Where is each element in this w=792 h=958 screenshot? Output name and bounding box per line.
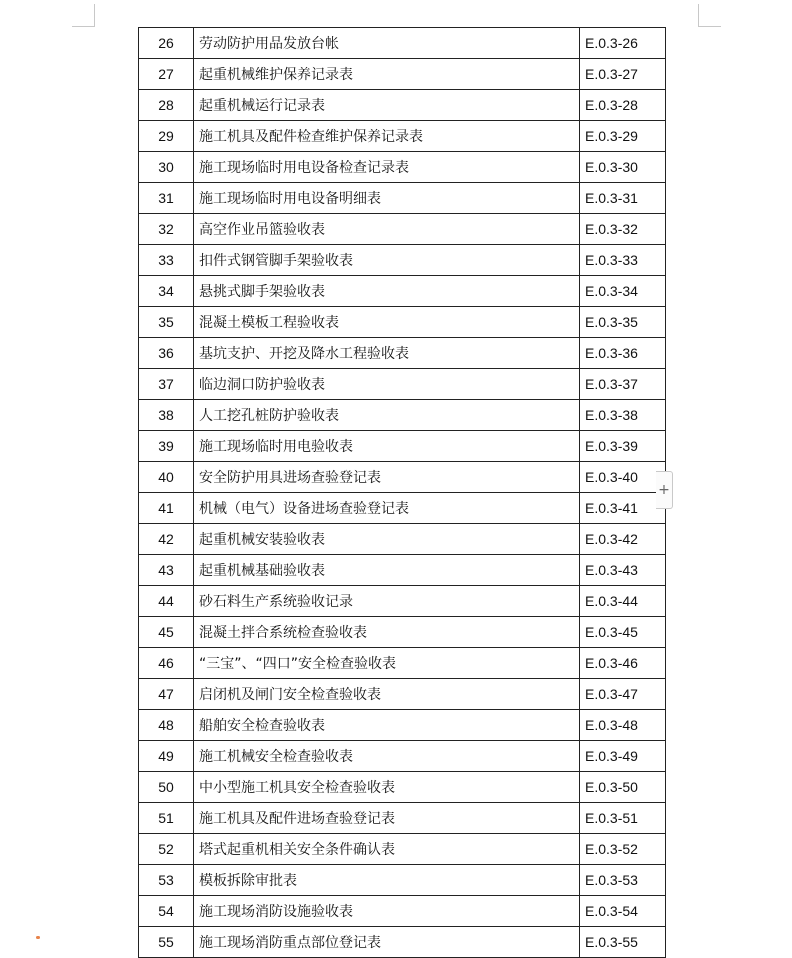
table-row — [139, 710, 666, 741]
plus-icon: + — [658, 482, 670, 498]
form-code-cell: E.0.3-51 — [580, 803, 666, 834]
table-body — [139, 28, 666, 958]
form-code-cell: E.0.3-48 — [580, 710, 666, 741]
form-code-cell: E.0.3-34 — [580, 276, 666, 307]
page-corner-mark-right — [698, 4, 721, 27]
form-name-cell: 施工现场消防重点部位登记表 — [194, 927, 580, 958]
form-name-cell: 启闭机及闸门安全检查验收表 — [194, 679, 580, 710]
form-code-cell: E.0.3-33 — [580, 245, 666, 276]
page-corner-mark-left — [72, 4, 95, 27]
form-code-cell: E.0.3-31 — [580, 183, 666, 214]
form-name-cell: 安全防护用具进场查验登记表 — [194, 462, 580, 493]
form-name-cell: 高空作业吊篮验收表 — [194, 214, 580, 245]
form-name-cell: 施工现场临时用电设备明细表 — [194, 183, 580, 214]
form-name-cell: 模板拆除审批表 — [194, 865, 580, 896]
form-code-cell: E.0.3-29 — [580, 121, 666, 152]
row-number-cell: 44 — [139, 586, 194, 617]
row-number-cell: 41 — [139, 493, 194, 524]
form-code-cell: E.0.3-42 — [580, 524, 666, 555]
row-number-cell: 37 — [139, 369, 194, 400]
row-number-cell: 33 — [139, 245, 194, 276]
form-code-cell: E.0.3-54 — [580, 896, 666, 927]
form-code-cell: E.0.3-43 — [580, 555, 666, 586]
table-row — [139, 586, 666, 617]
form-code-cell: E.0.3-50 — [580, 772, 666, 803]
row-number-cell: 29 — [139, 121, 194, 152]
form-code-cell: E.0.3-32 — [580, 214, 666, 245]
table-row — [139, 214, 666, 245]
table-row — [139, 772, 666, 803]
form-name-cell: 施工现场临时用电设备检查记录表 — [194, 152, 580, 183]
table-row — [139, 307, 666, 338]
form-name-cell: 起重机械安装验收表 — [194, 524, 580, 555]
form-name-cell: 基坑支护、开挖及降水工程验收表 — [194, 338, 580, 369]
table-row — [139, 679, 666, 710]
row-number-cell: 31 — [139, 183, 194, 214]
form-name-cell: 人工挖孔桩防护验收表 — [194, 400, 580, 431]
form-name-cell: 中小型施工机具安全检查验收表 — [194, 772, 580, 803]
row-number-cell: 27 — [139, 59, 194, 90]
row-number-cell: 32 — [139, 214, 194, 245]
form-index-table — [138, 27, 666, 958]
row-number-cell: 54 — [139, 896, 194, 927]
row-number-cell: 28 — [139, 90, 194, 121]
row-number-cell: 45 — [139, 617, 194, 648]
row-number-cell: 40 — [139, 462, 194, 493]
row-number-cell: 48 — [139, 710, 194, 741]
row-number-cell: 30 — [139, 152, 194, 183]
table-row — [139, 648, 666, 679]
table-row — [139, 927, 666, 958]
table-row — [139, 152, 666, 183]
form-code-cell: E.0.3-52 — [580, 834, 666, 865]
form-code-cell: E.0.3-27 — [580, 59, 666, 90]
form-code-cell: E.0.3-37 — [580, 369, 666, 400]
row-number-cell: 36 — [139, 338, 194, 369]
form-name-cell: 临边洞口防护验收表 — [194, 369, 580, 400]
form-name-cell: 混凝土模板工程验收表 — [194, 307, 580, 338]
row-number-cell: 39 — [139, 431, 194, 462]
row-number-cell: 51 — [139, 803, 194, 834]
table-row — [139, 834, 666, 865]
row-number-cell: 49 — [139, 741, 194, 772]
row-number-cell: 55 — [139, 927, 194, 958]
form-code-cell: E.0.3-40 — [580, 462, 666, 493]
table-row — [139, 121, 666, 152]
page-marker-dot — [36, 936, 40, 939]
document-table-container — [138, 27, 654, 951]
form-name-cell: 混凝土拌合系统检查验收表 — [194, 617, 580, 648]
form-name-cell: 施工机械安全检查验收表 — [194, 741, 580, 772]
table-row — [139, 59, 666, 90]
form-code-cell: E.0.3-38 — [580, 400, 666, 431]
row-number-cell: 42 — [139, 524, 194, 555]
form-code-cell: E.0.3-35 — [580, 307, 666, 338]
table-row — [139, 462, 666, 493]
form-name-cell: 扣件式钢管脚手架验收表 — [194, 245, 580, 276]
table-row — [139, 245, 666, 276]
row-number-cell: 35 — [139, 307, 194, 338]
add-row-button[interactable] — [656, 471, 673, 509]
table-row — [139, 555, 666, 586]
form-code-cell: E.0.3-47 — [580, 679, 666, 710]
form-code-cell: E.0.3-49 — [580, 741, 666, 772]
row-number-cell: 52 — [139, 834, 194, 865]
form-code-cell: E.0.3-36 — [580, 338, 666, 369]
form-code-cell: E.0.3-55 — [580, 927, 666, 958]
form-code-cell: E.0.3-46 — [580, 648, 666, 679]
row-number-cell: 53 — [139, 865, 194, 896]
table-row — [139, 431, 666, 462]
form-name-cell: 起重机械基础验收表 — [194, 555, 580, 586]
row-number-cell: 46 — [139, 648, 194, 679]
form-name-cell: 施工机具及配件进场查验登记表 — [194, 803, 580, 834]
form-code-cell: E.0.3-26 — [580, 28, 666, 59]
table-row — [139, 369, 666, 400]
row-number-cell: 38 — [139, 400, 194, 431]
table-row — [139, 276, 666, 307]
form-code-cell: E.0.3-39 — [580, 431, 666, 462]
form-name-cell: 悬挑式脚手架验收表 — [194, 276, 580, 307]
form-code-cell: E.0.3-45 — [580, 617, 666, 648]
form-name-cell: 塔式起重机相关安全条件确认表 — [194, 834, 580, 865]
form-name-cell: 砂石料生产系统验收记录 — [194, 586, 580, 617]
table-row — [139, 338, 666, 369]
table-row — [139, 28, 666, 59]
form-code-cell: E.0.3-44 — [580, 586, 666, 617]
table-row — [139, 524, 666, 555]
table-row — [139, 183, 666, 214]
table-row — [139, 493, 666, 524]
table-row — [139, 803, 666, 834]
form-name-cell: 施工现场临时用电验收表 — [194, 431, 580, 462]
row-number-cell: 26 — [139, 28, 194, 59]
table-row — [139, 400, 666, 431]
table-row — [139, 865, 666, 896]
table-row — [139, 896, 666, 927]
table-row — [139, 90, 666, 121]
row-number-cell: 50 — [139, 772, 194, 803]
form-name-cell: 施工现场消防设施验收表 — [194, 896, 580, 927]
form-name-cell: 起重机械运行记录表 — [194, 90, 580, 121]
table-row — [139, 741, 666, 772]
row-number-cell: 43 — [139, 555, 194, 586]
form-code-cell: E.0.3-41 — [580, 493, 666, 524]
form-code-cell: E.0.3-28 — [580, 90, 666, 121]
form-name-cell: 劳动防护用品发放台帐 — [194, 28, 580, 59]
form-name-cell: 船舶安全检查验收表 — [194, 710, 580, 741]
row-number-cell: 34 — [139, 276, 194, 307]
form-name-cell: 机械（电气）设备进场查验登记表 — [194, 493, 580, 524]
form-name-cell: 起重机械维护保养记录表 — [194, 59, 580, 90]
row-number-cell: 47 — [139, 679, 194, 710]
form-name-cell: “三宝”、“四口”安全检查验收表 — [194, 648, 580, 679]
form-code-cell: E.0.3-53 — [580, 865, 666, 896]
form-name-cell: 施工机具及配件检查维护保养记录表 — [194, 121, 580, 152]
form-code-cell: E.0.3-30 — [580, 152, 666, 183]
table-row — [139, 617, 666, 648]
